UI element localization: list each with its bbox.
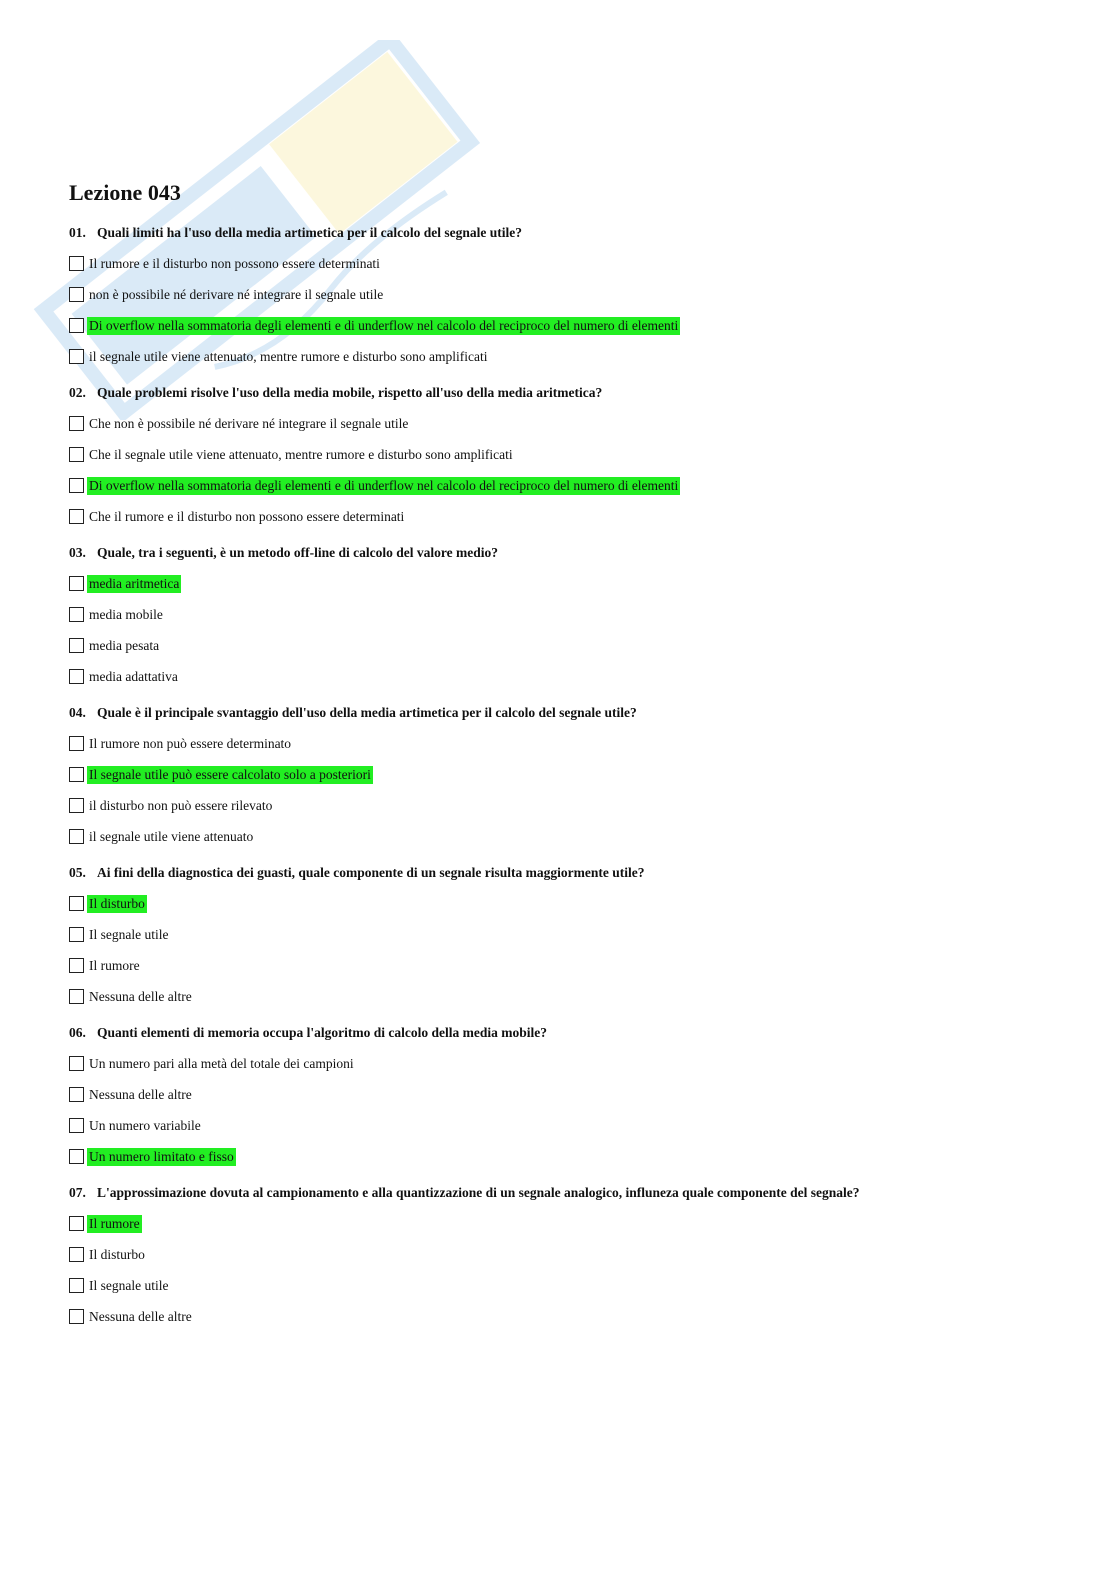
answer-option[interactable]: [69, 347, 1049, 366]
answer-option[interactable]: [69, 765, 1049, 784]
answer-option[interactable]: [69, 1307, 1049, 1326]
question-label: Ai fini della diagnostica dei guasti, quale componente di un segnale risulta maggiormente utile?: [97, 865, 645, 880]
answer-checkbox[interactable]: [69, 989, 84, 1004]
answer-checkbox[interactable]: [69, 767, 84, 782]
answer-checkbox[interactable]: [69, 1278, 84, 1293]
answer-option[interactable]: [69, 894, 1049, 913]
question-text: [69, 704, 1049, 722]
question-label: Quanti elementi di memoria occupa l'algoritmo di calcolo della media mobile?: [97, 1025, 547, 1040]
answer-option[interactable]: [69, 827, 1049, 846]
question-text: [69, 224, 1049, 242]
answer-option[interactable]: [69, 1054, 1049, 1073]
answer-label-highlighted: Il segnale utile può essere calcolato solo a posteriori: [89, 766, 371, 782]
answer-option[interactable]: [69, 1116, 1049, 1135]
answer-checkbox[interactable]: [69, 927, 84, 942]
answer-label-highlighted: Di overflow nella sommatoria degli elementi e di underflow nel calcolo del reciproco del numero di elementi: [89, 317, 679, 333]
answer-label: Che il rumore e il disturbo non possono essere determinati: [89, 508, 405, 524]
answer-option[interactable]: [69, 1245, 1049, 1264]
question-text: [69, 864, 1049, 882]
answer-checkbox[interactable]: [69, 1216, 84, 1231]
answer-checkbox[interactable]: [69, 416, 84, 431]
answer-option[interactable]: [69, 285, 1049, 304]
answer-label-highlighted: Il rumore: [89, 1215, 140, 1231]
question-number: 02.: [69, 385, 86, 400]
question-number: 04.: [69, 705, 86, 720]
answer-label: Un numero pari alla metà del totale dei campioni: [89, 1055, 354, 1071]
answer-option[interactable]: [69, 667, 1049, 686]
answer-checkbox[interactable]: [69, 1309, 84, 1324]
answer-label: Nessuna delle altre: [89, 1086, 192, 1102]
answer-label: Nessuna delle altre: [89, 988, 192, 1004]
question-list: [69, 224, 1049, 1326]
question-block: [69, 1184, 1049, 1326]
answer-option[interactable]: [69, 605, 1049, 624]
answer-label: Un numero variabile: [89, 1117, 201, 1133]
answer-option[interactable]: [69, 734, 1049, 753]
question-number: 07.: [69, 1185, 86, 1200]
answer-checkbox[interactable]: [69, 349, 84, 364]
question-text: [69, 1184, 1049, 1202]
answer-label: Il rumore non può essere determinato: [89, 735, 292, 751]
question-number: 01.: [69, 225, 86, 240]
answer-option[interactable]: [69, 636, 1049, 655]
answer-option[interactable]: [69, 476, 1049, 495]
answer-option[interactable]: [69, 316, 1049, 335]
question-text: [69, 544, 1049, 562]
question-number: 05.: [69, 865, 86, 880]
answer-checkbox[interactable]: [69, 798, 84, 813]
question-label: Quale problemi risolve l'uso della media mobile, rispetto all'uso della media aritmetica?: [97, 385, 603, 400]
answer-label: media mobile: [89, 606, 163, 622]
answer-label: il disturbo non può essere rilevato: [89, 797, 273, 813]
question-number: 06.: [69, 1025, 86, 1040]
question-label: Quali limiti ha l'uso della media artimetica per il calcolo del segnale utile?: [97, 225, 522, 240]
answer-checkbox[interactable]: [69, 736, 84, 751]
answer-label-highlighted: media aritmetica: [89, 575, 180, 591]
question-label: Quale, tra i seguenti, è un metodo off-line di calcolo del valore medio?: [97, 545, 498, 560]
answer-checkbox[interactable]: [69, 447, 84, 462]
answer-label: il segnale utile viene attenuato, mentre rumore e disturbo sono amplificati: [89, 348, 488, 364]
question-number: 03.: [69, 545, 86, 560]
answer-label: media adattativa: [89, 668, 178, 684]
answer-checkbox[interactable]: [69, 607, 84, 622]
answer-label: Il rumore: [89, 957, 140, 973]
answer-checkbox[interactable]: [69, 638, 84, 653]
answer-checkbox[interactable]: [69, 1247, 84, 1262]
answer-label: Nessuna delle altre: [89, 1308, 192, 1324]
answer-checkbox[interactable]: [69, 287, 84, 302]
answer-option[interactable]: [69, 796, 1049, 815]
answer-checkbox[interactable]: [69, 1087, 84, 1102]
answer-checkbox[interactable]: [69, 1056, 84, 1071]
question-block: [69, 864, 1049, 1006]
answer-option[interactable]: [69, 1085, 1049, 1104]
answer-label-highlighted: Di overflow nella sommatoria degli elementi e di underflow nel calcolo del reciproco del numero di elementi: [89, 477, 679, 493]
answer-option[interactable]: [69, 1147, 1049, 1166]
answer-option[interactable]: [69, 956, 1049, 975]
answer-checkbox[interactable]: [69, 576, 84, 591]
question-block: [69, 224, 1049, 366]
answer-option[interactable]: [69, 987, 1049, 1006]
document-page: [69, 178, 1049, 1344]
answer-checkbox[interactable]: [69, 829, 84, 844]
answer-label: Il segnale utile: [89, 926, 169, 942]
answer-checkbox[interactable]: [69, 509, 84, 524]
question-block: [69, 544, 1049, 686]
answer-label: Che il segnale utile viene attenuato, mentre rumore e disturbo sono amplificati: [89, 446, 513, 462]
answer-checkbox[interactable]: [69, 896, 84, 911]
question-text: [69, 1024, 1049, 1042]
question-block: [69, 1024, 1049, 1166]
answer-option[interactable]: [69, 925, 1049, 944]
answer-option[interactable]: [69, 445, 1049, 464]
answer-option[interactable]: [69, 507, 1049, 526]
question-label: L'approssimazione dovuta al campionamento e alla quantizzazione di un segnale analogico, influneza quale componente del segnale?: [97, 1185, 860, 1200]
answer-label: Il disturbo: [89, 1246, 145, 1262]
answer-checkbox[interactable]: [69, 1149, 84, 1164]
question-text: [69, 384, 1049, 402]
question-label: Quale è il principale svantaggio dell'uso della media artimetica per il calcolo del segnale utile?: [97, 705, 637, 720]
question-block: [69, 384, 1049, 526]
answer-option[interactable]: [69, 574, 1049, 593]
answer-checkbox[interactable]: [69, 958, 84, 973]
answer-label: il segnale utile viene attenuato: [89, 828, 254, 844]
lesson-title: Lezione 043: [69, 180, 181, 205]
answer-option[interactable]: [69, 1276, 1049, 1295]
answer-label: Il segnale utile: [89, 1277, 169, 1293]
answer-label-highlighted: Un numero limitato e fisso: [89, 1148, 234, 1164]
answer-label: Il rumore e il disturbo non possono essere determinati: [89, 255, 380, 271]
answer-checkbox[interactable]: [69, 1118, 84, 1133]
answer-checkbox[interactable]: [69, 318, 84, 333]
answer-label: non è possibile né derivare né integrare il segnale utile: [89, 286, 384, 302]
answer-checkbox[interactable]: [69, 478, 84, 493]
question-block: [69, 704, 1049, 846]
answer-option[interactable]: [69, 254, 1049, 273]
answer-checkbox[interactable]: [69, 256, 84, 271]
answer-option[interactable]: [69, 414, 1049, 433]
answer-label: media pesata: [89, 637, 160, 653]
answer-label: Che non è possibile né derivare né integrare il segnale utile: [89, 415, 409, 431]
answer-checkbox[interactable]: [69, 669, 84, 684]
answer-label-highlighted: Il disturbo: [89, 895, 145, 911]
answer-option[interactable]: [69, 1214, 1049, 1233]
